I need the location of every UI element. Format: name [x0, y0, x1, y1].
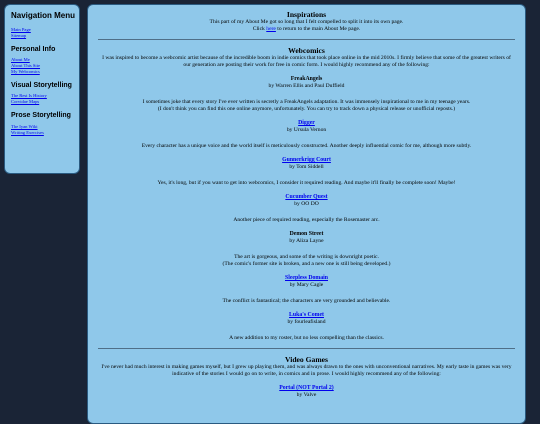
inspirations-line: This part of my About Me got so long that I felt compelled to split it into its own page. — [209, 19, 404, 25]
description-line: Yes, it's long, but if you want to get into webcomics, I consider it required reading. And maybe it'll finally be complete soon! Maybe! — [157, 180, 456, 186]
nav-link-sitemap[interactable]: Sitemap — [11, 32, 27, 38]
webcomics-title: Webcomics — [288, 46, 325, 55]
divider — [98, 39, 515, 40]
navigation-sidebar — [4, 4, 80, 174]
work-author: by Warren Ellis and Paul Duffield — [268, 83, 345, 89]
work-description — [98, 99, 515, 113]
work-title-link[interactable]: Sleepless Domain — [285, 275, 328, 281]
work-author: by Valve — [296, 392, 317, 398]
nav-link-corvidae-maps[interactable]: Corvidae Maps — [11, 99, 40, 105]
work-title-link[interactable]: Digger — [298, 120, 315, 126]
work-title-link[interactable]: Gunnerkrigg Court — [282, 157, 331, 163]
nav-link-about-site[interactable]: About This Site — [11, 62, 41, 68]
nav-heading-personal-info: Personal Info — [11, 45, 56, 53]
work-description — [98, 217, 515, 224]
work-title-link[interactable]: Luka's Comet — [289, 312, 324, 318]
main-content — [87, 4, 526, 424]
description-line: The conflict is fantastical; the characters are very grounded and believable. — [222, 298, 391, 304]
nav-group-visual — [11, 93, 73, 105]
work-author: by Mary Cagle — [289, 282, 324, 288]
description-line: (I don't think you can find this one online anymore, unfortunately. You can try to track down a physical release or unofficial reposts.) — [157, 106, 456, 112]
work-title: Demon Street — [289, 231, 324, 237]
work-title: FreakAngels — [290, 76, 323, 82]
description-line: (The comic's former site is broken, and a new one is still being developed.) — [222, 261, 391, 267]
game-list — [98, 385, 515, 399]
description-line: I sometimes joke that every story I've ever written is secretly a FreakAngels adaptation. It was immensely inspirational to me in my teenage years. — [142, 99, 471, 105]
nav-link-rest-is-history[interactable]: The Rest Is History — [11, 93, 47, 99]
work-description — [98, 335, 515, 342]
work-author: by Aliza Layne — [289, 238, 324, 244]
nav-link-iyan-wiki[interactable]: The Iyan Wiki — [11, 123, 38, 129]
nav-group-prose — [11, 124, 73, 136]
work-entry — [98, 194, 515, 224]
videogames-intro: I've never had much interest in making games myself, but I grew up playing them, and was always drawn to the ones with unconventional narratives. My early taste in games was very indicative of the stories I would go on to write, in comics and in prose. I would highly recommend any of the following: — [101, 364, 512, 377]
description-line: Another piece of required reading, especially the Rosemaster arc. — [233, 217, 380, 223]
return-post: to return to the main About Me page. — [275, 26, 361, 32]
inspirations-title: Inspirations — [286, 10, 327, 19]
nav-heading-visual: Visual Storytelling — [11, 81, 72, 89]
nav-title: Navigation Menu — [11, 11, 76, 20]
work-entry — [98, 157, 515, 187]
nav-heading-prose: Prose Storytelling — [11, 112, 71, 120]
work-title-link[interactable]: Cucumber Quest — [285, 194, 328, 200]
work-entry — [98, 275, 515, 305]
divider — [98, 348, 515, 349]
work-description — [98, 298, 515, 305]
webcomics-intro: I was inspired to become a webcomic artist because of the incredible boom in indie comics that took place online in the mid 2010s. I firmly believe that some of the greatest writers of our generation are posting their work for free in comic form. I would highly recommend any of the following: — [102, 55, 511, 68]
work-author: by OO DO — [294, 201, 319, 207]
description-line: The art is gorgeous, and some of the writing is downright poetic. — [234, 254, 379, 260]
work-entry — [98, 120, 515, 150]
nav-group-main — [11, 27, 73, 39]
description-line: A new addition to my roster, but no less compelling than the classics. — [229, 335, 384, 341]
work-author: by Ursula Vernon — [286, 127, 327, 133]
work-description — [98, 254, 515, 268]
work-entry — [98, 231, 515, 268]
nav-group-personal — [11, 57, 73, 75]
work-entry — [98, 385, 515, 399]
work-entry — [98, 76, 515, 113]
work-author: by fourleafisland — [287, 319, 326, 325]
description-line: Every character has a unique voice and the world itself is meticulously constructed. Another deeply influential comic for me, although more subtly. — [141, 143, 472, 149]
nav-link-my-webcomics[interactable]: My Webcomics — [11, 68, 40, 74]
nav-link-writing-exercises[interactable]: Writing Exercises — [11, 129, 44, 135]
work-author: by Tom Siddell — [289, 164, 324, 170]
return-link[interactable]: here — [266, 26, 276, 32]
work-description — [98, 180, 515, 187]
work-description — [98, 143, 515, 150]
webcomic-list — [98, 76, 515, 342]
return-line — [98, 26, 515, 33]
return-pre: Click — [252, 26, 267, 32]
nav-link-main-page[interactable]: Main Page — [11, 26, 31, 32]
nav-link-about-me[interactable]: About Me — [11, 56, 30, 62]
work-title-link[interactable]: Portal (NOT Portal 2) — [279, 385, 334, 391]
videogames-title: Video Games — [285, 355, 328, 364]
work-entry — [98, 312, 515, 342]
